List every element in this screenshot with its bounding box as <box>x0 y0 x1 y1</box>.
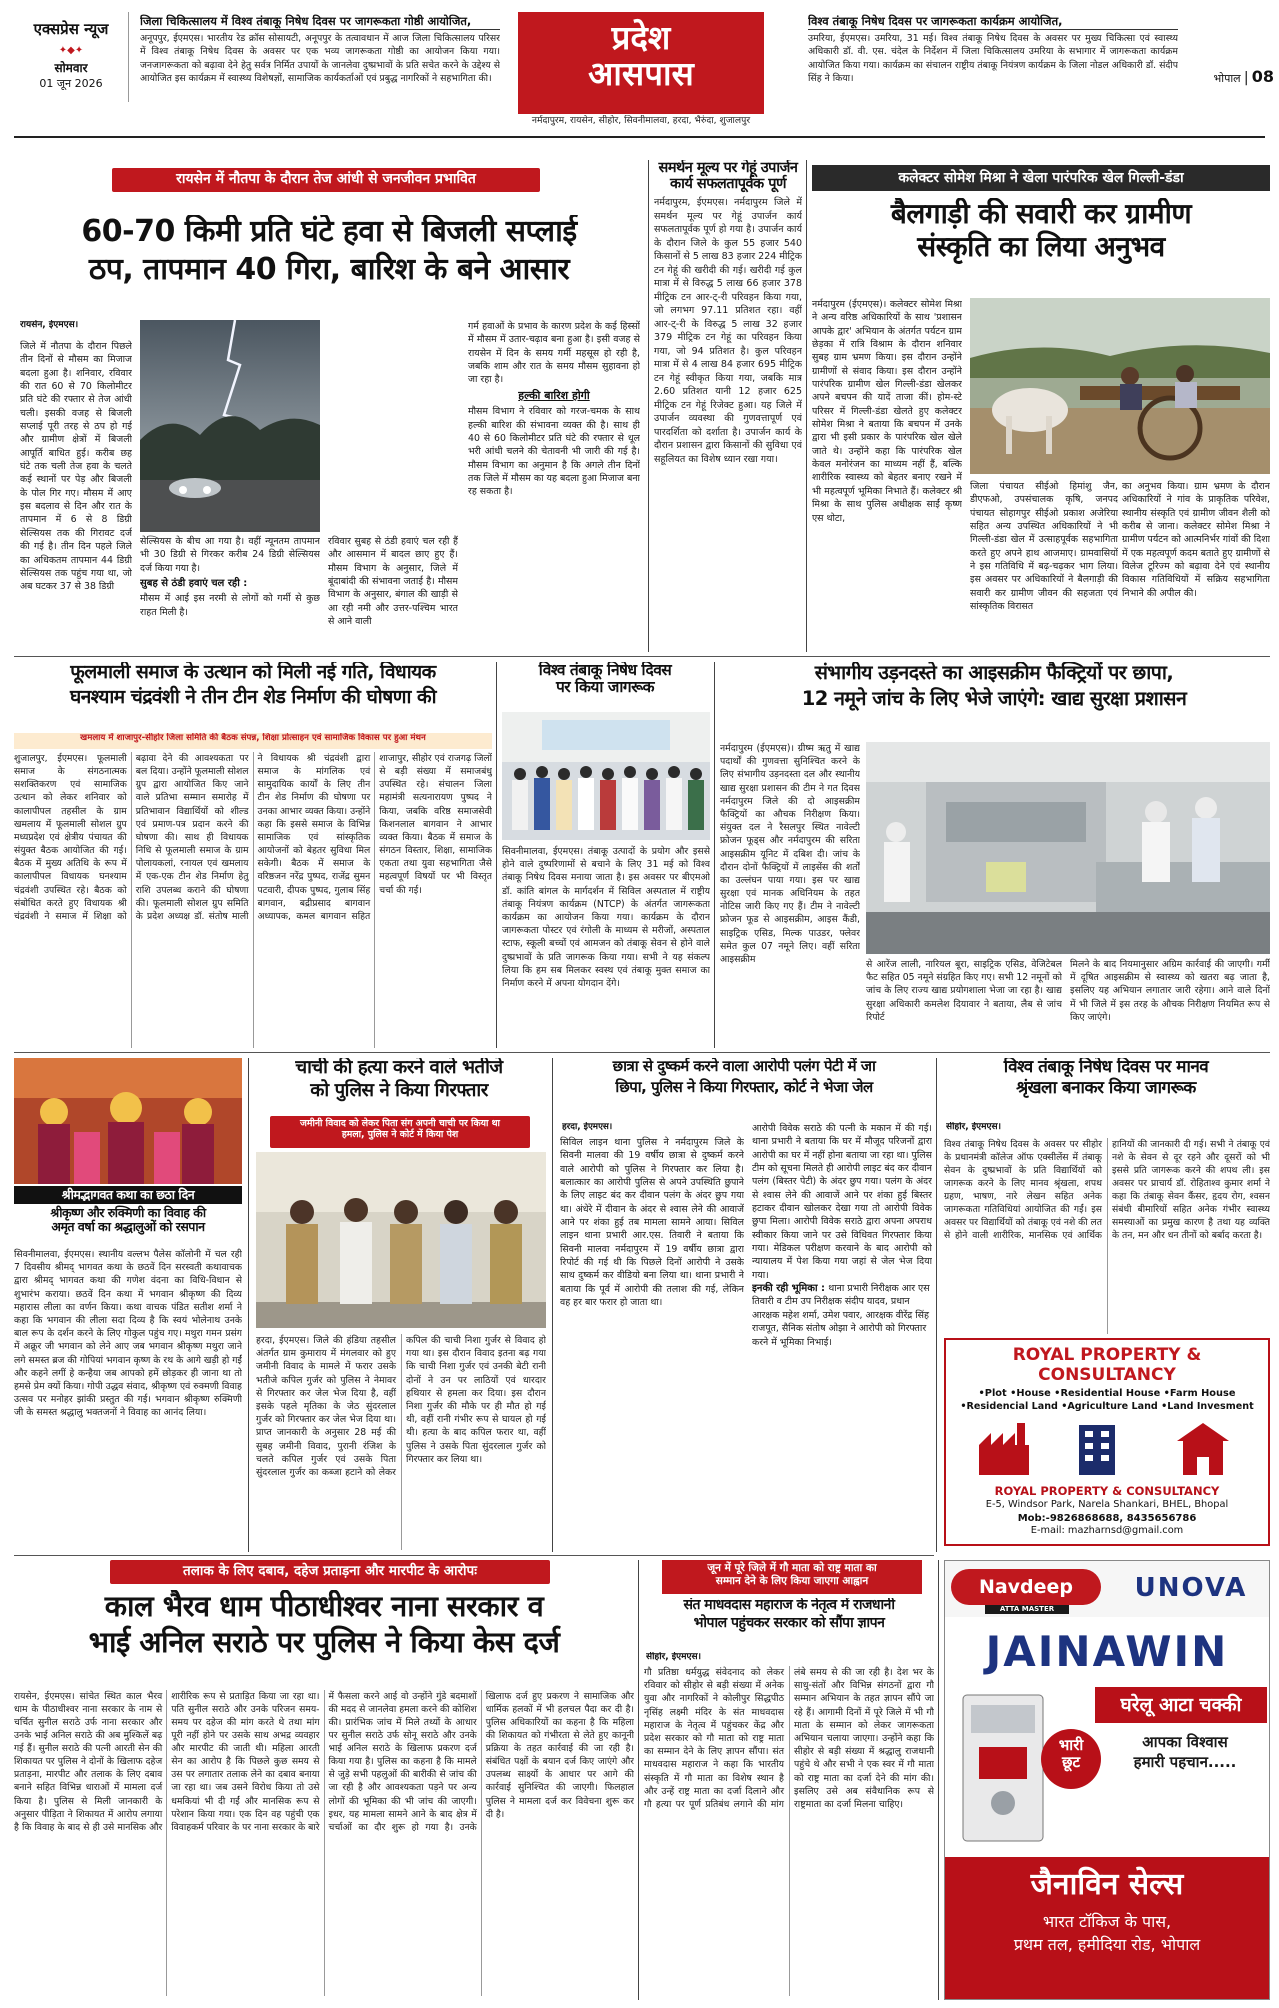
ntcp-group-photo-svg <box>502 712 710 840</box>
chachi-arrest-photo <box>256 1152 546 1328</box>
jainawin-logo: JAINAWIN <box>985 1627 1229 1676</box>
chachi-kicker-line1: जमीनी विवाद को लेकर पिता संग अपनी चाची पर किया था <box>300 1118 500 1129</box>
page-city: भोपाल <box>1213 72 1241 85</box>
chhatra-headline <box>558 1058 930 1116</box>
manav-headline-line2: श्रृंखला बनाकर किया जागरूक <box>1016 1078 1196 1099</box>
royal-ad-buildings-icon <box>951 1417 1263 1477</box>
weather-col3: रविवार सुबह से ठंडी हवाएं चल रही हैं और आसमान में बादल छाए हुए हैं। मौसम विभाग के अनुसार, जिले में बूंदाबांदी की संभावना जताई है। मौसम विभाग के अनुसार, बंगाल की खाड़ी से आ रही नमी और उत्तर-पश्चिम भारत से आने वाली <box>328 536 458 628</box>
kaalbhairav-headline <box>14 1590 634 1682</box>
wheat-story <box>654 160 802 652</box>
royal-ad-email: E-mail: mazharnsd@gmail.com <box>1030 1524 1184 1536</box>
weather-kicker-text: रायसेन में नौतपा के दौरान तेज आंधी से जनजीवन प्रभावित <box>176 171 476 187</box>
weather-col2 <box>140 535 320 645</box>
masthead-right-brief <box>808 14 1178 124</box>
kaalbhairav-headline-line2: भाई अनिल सराठे पर पुलिस ने किया केस दर्ज <box>88 1625 560 1660</box>
royal-ad-address: E-5, Windsor Park, Narela Shankari, BHEL, Bhopal <box>985 1498 1229 1510</box>
discount-badge-line2: छूट <box>1061 1752 1081 1771</box>
shop-banner <box>945 1857 1269 1999</box>
rule-phoolmali-ntcp <box>496 662 497 1048</box>
royal-ad-title: ROYAL PROPERTY & CONSULTANCY <box>1012 1345 1202 1386</box>
storm-photo-svg <box>140 320 320 532</box>
gaumata-headline-line1: संत माधवदास महाराज के नेतृत्व में राजधानी <box>683 1598 895 1613</box>
phoolmali-headline <box>14 662 492 736</box>
chachi-kicker-line2: हमला, पुलिस ने कोर्ट में किया पेश <box>341 1129 459 1141</box>
rule-row2 <box>14 1052 1270 1053</box>
icecream-headline-line1: संभागीय उड़नदस्ते का आइसक्रीम फैक्ट्रियों पर छापा, <box>814 662 1174 684</box>
page-number-box <box>1182 66 1274 90</box>
phoolmali-body: शुजालपुर, ईएमएस। फूलमाली समाज के संगठनात्मक सशक्तिकरण एवं सामाजिक उत्थान को लेकर शनिवार को कालापीपल तहसील के ग्राम खमलाय में फूलमाली सोशल ग्रुप मध्यप्रदेश एवं क्षेत्रीय पंचायत की संयुक्त बैठक आयोजित की गई। बैठक में मुख्य अतिथि के रूप में कालापीपल विधायक घनश्याम चंद्रवंशी उपस्थित रहे। बैठक को संबोधित करते हुए विधायक श्री चंद्रवंशी ने समाज में शिक्षा को बढ़ावा देने की आवश्यकता पर बल दिया। उन्होंने फूलमाली सोशल ग्रुप द्वारा आयोजित किए जाने वाले प्रतिभा सम्मान समारोह में प्रतिभावान विद्यार्थियों को शील्ड एवं प्रमाण-पत्र प्रदान करने की घोषणा की। साथ ही विधायक निधि से फूलमाली समाज के ग्राम पोलायकलां, रनायल एवं खमलाय में एक-एक टीन शेड निर्माण हेतु राशि उपलब्ध कराने की घोषणा की। फूलमाली सोशल ग्रुप समिति के प्रदेश अध्यक्ष डॉ. संतोष माली ने विधायक श्री चंद्रवंशी द्वारा समाज के मांगलिक एवं सामुदायिक कार्यों के लिए तीन टीन शेड निर्माण की घोषणा पर उनका आभार व्यक्त किया। उन्होंने कहा कि इससे समाज के विभिन्न सामाजिक एवं सांस्कृतिक आयोजनों को बेहतर सुविधा मिल सकेगी। बैठक में समाज के वरिष्ठजन नरेंद्र पुष्पद, राजेंद्र सुमन पटवारी, दीपक पुष्पद, गुलाब सिंह बागवान, बद्रीप्रसाद बागवान अध्यापक, कमल बागवान सहित शाजापुर, सीहोर एवं राजगढ़ जिलों से बड़ी संख्या में समाजबंधु उपस्थित रहे। संचालन जिला महामंत्री सत्यनारायण पुष्पद ने किया, जबकि वरिष्ठ समाजसेवी किशनलाल बागवान ने आभार व्यक्त किया। बैठक में समाज के संगठन विस्तार, शिक्षा, सामाजिक एकता तथा युवा सहभागिता जैसे महत्वपूर्ण विषयों पर भी विस्तृत चर्चा की गई। <box>14 753 492 922</box>
chhatra-col2-subhead: इनकी रही भूमिका : <box>752 1283 826 1295</box>
bullock-cart-photo <box>970 298 1270 474</box>
chachi-headline-line2: को पुलिस ने किया गिरफ्तार <box>310 1079 488 1101</box>
chachi-arrest-photo-svg <box>256 1152 546 1328</box>
flour-mill-image <box>953 1687 1053 1847</box>
chhatra-col2-text: आरोपी विवेक सराठे की पत्नी के मकान में की गई। थाना प्रभारी ने बताया कि घर में मौजूद परिजनों द्वारा आरोपी का घर में नहीं होना बताया जा रहा था। पुलिस टीम को सूचना मिलते ही आरोपी लाइट बंद कर दीवान पलंग (बिस्तर पेटी) के अंदर छुप गया। पलंग के अंदर से श्वास लेने की आवाजें आने पर शंका हुई बिस्तर हटाकर दीवान खोलकर देखा गया तो आरोपी विवेक छुपा मिला। आरोपी विवेक सराठे द्वारा अपना अपराध स्वीकार किया जाने पर उसे विधिवत गिरफ्तार किया गया। मेडिकल परीक्षण करवाने के बाद आरोपी को न्यायालय में पेश किया गया जहां से जेल भेज दिया गया। <box>752 1123 932 1281</box>
weather-headline <box>14 215 644 315</box>
discount-badge-line1: भारी <box>1058 1736 1084 1754</box>
weather-col4-text: गर्म हवाओं के प्रभाव के कारण प्रदेश के कई हिस्सों में मौसम में उतार-चढ़ाव बना हुआ है। इसी वजह से रायसेन में दिन के समय गर्मी महसूस हो रही है, जबकि शाम और रात के समय मौसम सुहावना हो जा रहा है। <box>468 321 640 386</box>
chhatra-dateline: हरदा, ईएमएस। <box>562 1122 613 1132</box>
royal-ad-name2: ROYAL PROPERTY & CONSULTANCY <box>994 1483 1220 1498</box>
rule-chachi-chhatra <box>552 1058 553 1552</box>
brand-name: एक्सप्रेस न्यूज <box>33 20 109 38</box>
weather-col1: जिले में नौतपा के दौरान पिछले तीन दिनों से मौसम का मिजाज बदला हुआ है। शनिवार, रविवार की रात 60 से 70 किलोमीटर प्रति घंटे की रफ्तार से तेज आंधी चली। इसकी वजह से बिजली सप्लाई पूरी तरह से ठप हो गई और ग्रामीण क्षेत्रों में बिजली आपूर्ति बाधित हुई। करीब छह घंटे तक चली तेज हवा के चलते कई स्थानों पर पेड़ और बिजली के पोल गिर गए। मौसम में आए इस बदलाव से दिन और रात के तापमान में 6 से 8 डिग्री सेल्सियस तक की गिरावट दर्ज की गई है। तीन दिन पहले जिले का अधिकतम तापमान 44 डिग्री सेल्सियस तक पहुंच गया था, जो अब घटकर 37 से 38 डिग्री <box>20 341 132 593</box>
discount-badge <box>1041 1729 1101 1789</box>
icecream-headline <box>718 662 1270 738</box>
chhatra-headline-line1: छात्रा से दुष्कर्म करने वाला आरोपी पलंग पेटी में जा <box>612 1058 876 1075</box>
icecream-col3: मिलने के बाद नियमानुसार अग्रिम कार्रवाई की जाएगी। गर्मी में दूषित आइसक्रीम से स्वास्थ्य को खतरा बढ़ जाता है, इसलिए यह अभियान लगातार जारी रहेगा। आने वाले दिनों में भी जिले में इस तरह के औचक निरीक्षण नियमित रूप से किए जाएंगे। <box>1070 959 1270 1023</box>
tagline-line1: आपका विश्वास <box>1142 1733 1228 1751</box>
brand-strip <box>945 1561 1269 1617</box>
weather-dateline: रायसेन, ईएमएस। <box>20 320 79 330</box>
phoolmali-headline-line1: फूलमाली समाज के उत्थान को मिली नई गति, विधायक <box>70 662 436 683</box>
chachi-headline <box>254 1058 544 1116</box>
right-brief-title: विश्व तंबाकू निषेध दिवस पर जागरूकता कार्यक्रम आयोजित, <box>808 14 1178 30</box>
kaalbhairav-kicker-text: तलाक के लिए दबाव, दहेज प्रताड़ना और मारपीट के आरोपः <box>183 1563 477 1579</box>
shop-name: जैनाविन सेल्स <box>1030 1867 1184 1902</box>
gilli-kicker-text: कलेक्टर सोमेश मिश्रा ने खेला पारंपरिक खेल गिल्ली-डंडा <box>898 170 1184 186</box>
manav-body: विश्व तंबाकू निषेध दिवस के अवसर पर सीहोर के प्रधानमंत्री कॉलेज ऑफ एक्सीलेंस में तंबाकू सेवन के दुष्प्रभावों के प्रति विद्यार्थियों को जागरूक करने के लिए मानव श्रृंखला, शपथ ग्रहण, भाषण, नारे लेखन सहित अनेक जागरूकता गतिविधियां आयोजित की गईं। इस अवसर पर विद्यार्थियों को तंबाकू एवं नशे की लत से होने वाली शारीरिक, मानसिक एवं आर्थिक हानियों की जानकारी दी गई। सभी ने तंबाकू एवं नशे के सेवन से दूर रहने और दूसरों को भी इससे प्रति जागरूक करने की शपथ ली। इस अवसर पर प्राचार्य डॉ. रोहिताश्व कुमार शर्मा ने कहा कि तंबाकू सेवन कैंसर, हृदय रोग, श्वसन संबंधी बीमारियों सहित अनेक गंभीर स्वास्थ्य समस्याओं का प्रमुख कारण है तथा यह व्यक्ति के तन, मन और धन तीनों को बर्बाद करता है। <box>944 1139 1270 1242</box>
chhatra-col2 <box>752 1122 932 1550</box>
kaalbhairav-kicker <box>110 1560 550 1584</box>
chachi-kicker <box>270 1116 530 1148</box>
weather-col4-subhead: हल्की बारिश होगी <box>518 388 590 402</box>
rule-kaal-gau <box>638 1560 639 2000</box>
chhatra-col1: सिविल लाइन थाना पुलिस ने नर्मदापुरम जिले के सिवनी मालवा की 19 वर्षीय छात्रा से दुष्कर्म करने वाले आरोपी को पुलिस ने गिरफ्तार कर लिया है। बलात्कार का आरोपी पुलिस से अपने उपस्थिति छुपाने के लिए लाइट बंद कर दीवान पलंग के अंदर छुप गया था। अंधेरे में दीवान के अंदर से श्वास लेने की आवाजें आने पर शंका हुई तब मामला सामने आया। सिविल लाइन थाना प्रभारी आर.एस. तिवारी ने बताया कि सिवनी मालवा नर्मदापुरम में 19 वर्षीय छात्रा द्वारा रिपोर्ट की गई थी कि पिछले दिनों आरोपी ने उसके साथ दुष्कर्म कर वीडियो बना लिया था। थाना प्रभारी ने बताया कि पूर्व में आरोपी की तलाश की गई, लेकिन वह हर बार फरार हो जाता था। <box>560 1137 744 1309</box>
masthead-rule <box>14 136 1265 138</box>
rule-wheat-gilli <box>806 160 807 652</box>
districts-strip <box>518 115 764 133</box>
bhagwat-body: सिवनीमालवा, ईएमएस। स्थानीय वल्लभ पैलेस कॉलोनी में चल रही 7 दिवसीय श्रीमद् भागवत कथा के छठवें दिन सरस्वती कथावाचक द्वारा श्रीमद् भागवत कथा की गणेश वंदना का विधि-विधान से शुभारंभ कराया। छठवें दिन कथा में भगवान श्रीकृष्ण की दिव्य महारास लीला का वर्णन किया। कथा वाचक पंडित सतीश शर्मा ने कहा कि भगवान की लीला सदा दिव्य है कि स्वयं भोलेनाथ उनके बाल रूप के दर्शन करने के लिए गोकुल पहुंच गए। मथुरा गमन प्रसंग में अक्रूर जी भगवान को लेने आए जब भगवान श्रीकृष्ण मथुरा जाने लगे समस्त ब्रज की गोपियां भगवान कृष्ण के रथ के आगे खड़ी हो गईं और कहने लगीं हे कन्हैया जब आपको हमें छोड़कर ही जाना था तो हमसे प्रेम क्यों किया। गोपी उद्धव संवाद, श्रीकृष्ण एवं रुक्मणी विवाह उत्सव पर मनोहर झांकी प्रस्तुत की गई। भगवान श्रीकृष्ण रुक्मिणी जी के समस्त श्रद्धालु भक्तजनों ने विवाह का आनंद लिया। <box>14 1249 242 1419</box>
rule-row3 <box>14 1555 934 1556</box>
kaalbhairav-body: रायसेन, ईएमएस। सांचेत स्थित काल भैरव धाम के पीठाधीश्वर नाना सरकार के नाम से चर्चित सुनील सराठे उर्फ नाना सरकार और उनके भाई अनिल सराठे की अब मुश्किलें बढ़ गई हैं। सुनील सराठे की पत्नी आरती सेन की शिकायत पर पुलिस ने दोनों के खिलाफ दहेज प्रताड़ना, मारपीट और तलाक के लिए दबाव बनाने सहित विभिन्न धाराओं में मामला दर्ज किया है। पुलिस से मिली जानकारी के अनुसार पीड़िता ने शिकायत में आरोप लगाया है कि विवाह के बाद से ही उसे मानसिक और शारीरिक रूप से प्रताड़ित किया जा रहा था। पति सुनील सराठे और उनके परिजन समय-समय पर दहेज की मांग करते थे तथा मांग पूरी नहीं होने पर उसके साथ अभद्र व्यवहार और मारपीट की जाती थी। महिला आरती सेन का आरोप है कि पिछले कुछ समय से उस पर लगातार तलाक लेने का दबाव बनाया जा रहा था। जब उसने विरोध किया तो उसे धमकियां भी दी गईं और मानसिक रूप से परेशान किया गया। एक दिन वह पहुंची एक विवाहकर्म परिवार के पर नाना सरकार के बारे में फैसला करने आई वो उन्होंने गुंडे बदमाशों की मदद से जानलेवा हमला करने की कोशिश की। प्रारंभिक जांच में मिले तथ्यों के आधार पर सुनील सराठे उर्फ सोनू सराठे और उनके भाई अनिल सराठे के खिलाफ प्रकरण दर्ज किया गया है। पुलिस का कहना है कि मामले से जुड़े सभी पहलुओं की बारीकी से जांच की जा रही है और आवश्यकता पड़ने पर अन्य लोगों की भूमिका की भी जांच की जाएगी। इधर, यह मामला सामने आने के बाद क्षेत्र में चर्चाओं का दौर शुरू हो गया है। उनके खिलाफ दर्ज हुए प्रकरण ने सामाजिक और धार्मिक हलकों में भी हलचल पैदा कर दी है। पुलिस अधिकारियों का कहना है कि महिला की शिकायत को गंभीरता से लेते हुए कानूनी प्रक्रिया के तहत कार्रवाई की जा रही है। संबंधित पक्षों के बयान दर्ज किए जाएंगे और उपलब्ध साक्ष्यों के आधार पर आगे की कार्रवाई सुनिश्चित की जाएगी। फिलहाल पुलिस ने मामला दर्ज कर विवेचना शुरू कर दी है। <box>14 1691 634 1833</box>
bhagwat-caption-line3: अमृत वर्षा का श्रद्धालुओं को रसपान <box>51 1219 205 1234</box>
gaumata-kicker <box>662 1560 922 1594</box>
weather-headline-line1: 60-70 किमी प्रति घंटे हवा से बिजली सप्लाई <box>81 215 577 249</box>
tagline <box>1105 1733 1265 1773</box>
kaalbhairav-headline-line1: काल भैरव धाम पीठाधीश्वर नाना सरकार व <box>104 1590 544 1623</box>
manav-headline-line1: विश्व तंबाकू निषेध दिवस पर मानव <box>1003 1058 1209 1077</box>
royal-ad-line2: •Residencial Land •Agriculture Land •Land Invesment <box>960 1400 1254 1412</box>
navdeep-name: Navdeep <box>978 1576 1074 1598</box>
manav-dateline: सीहोर, ईएमएस। <box>946 1122 1002 1132</box>
chachi-body: हरदा, ईएमएस। जिले की हंडिया तहसील अंतर्गत ग्राम कुमाराय में मंगलवार को हुए जमीनी विवाद के मामले में फरार उसके भतीजे कपिल गुर्जर को पुलिस ने नेमावर से गिरफ्तार कर जेल भेज दिया है, वहीं इसके पहले मृतिका के जेठ सुंदरलाल गुर्जर को गिरफ्तार कर जेल भेज दिया था। प्राप्त जानकारी के अनुसार 28 मई की सुबह जमीनी विवाद, पुरानी रंजिश के चलते कपिल गुर्जर एवं उसके पिता सुंदरलाल गुर्जर का कब्जा हटाने को लेकर कपिल की चाची निशा गुर्जर से विवाद हो गया था। इस दौरान विवाद इतना बढ़ गया कि चाची निशा गुर्जर एवं उनकी बेटी रानी दोनों ने उन पर लाठियों एवं धारदार हथियार से हमला कर दिया। इस दौरान निशा गुर्जर की मौके पर ही मौत हो गई थी, वहीं रानी गंभीर रूप से घायल हो गई थी। हत्या के बाद कपिल फरार था, वहीं पुलिस ने उसके पिता सुंदरलाल गुर्जर को गिरफ्तार कर लिया था। <box>256 1335 546 1478</box>
gilli-kicker <box>812 165 1270 191</box>
bhagwat-photo <box>14 1058 242 1184</box>
section-title-line2: आसपास <box>588 54 694 94</box>
weather-col2-subhead: सुबह से ठंडी हवाएं चल रही : <box>140 578 248 590</box>
phoolmali-headline-line2: घनश्याम चंद्रवंशी ने तीन टीन शेड निर्माण की घोषणा की <box>69 686 436 709</box>
royal-ad-line1: •Plot •House •Residential House •Farm House <box>978 1387 1236 1399</box>
ntcp-headline-line1: विश्व तंबाकू निषेध दिवस <box>538 662 672 679</box>
wheat-headline: समर्थन मूल्य पर गेहूं उपार्जन कार्य सफलतापूर्वक पूर्ण <box>658 160 798 193</box>
chachi-headline-line1: चाची की हत्या करने वाले भतीजे <box>295 1058 503 1078</box>
gilli-col2: जिला पंचायत सीईओ हिमांशु जैन, डीएफओ, उपसंचालक कृषि, जनपद पंचायत सोहागपुर सीईओ प्रकाश अजेरिया सहित अन्य उपस्थित अधिकारियों ने भी गिल्ली-डंडा खेल में उत्साहपूर्वक सहभागिता करते हुए अपने हाथ आजमाए। ग्रामवासियों ने इस गतिविधि में बढ़-चढ़कर भाग लिया। इस अवसर पर अधिकारियों ने बैलगाड़ी की सवारी कर ग्रामीण जीवन की सहजता एवं सांस्कृतिक विरासत <box>970 481 1118 613</box>
phoolmali-kicker <box>14 733 492 749</box>
rule-weather-wheat <box>648 160 649 652</box>
issue-date: 01 जून 2026 <box>39 76 103 90</box>
weather-headline-line2: ठप, तापमान 40 गिरा, बारिश के बने आसार <box>88 251 570 287</box>
icecream-factory-photo <box>866 742 1270 954</box>
shop-addr-line1: भारत टॉकिज के पास, <box>1042 1912 1172 1931</box>
left-brief-body: अनूपपुर, ईएमएस। भारतीय रेड क्रॉस सोसायटी, अनूपपुर के तत्वावधान में आज जिला चिकित्सालय परिसर में विश्व तंबाकू निषेध दिवस के अवसर पर एक भव्य जागरूकता गोष्ठी का आयोजन किया गया। जनजागरूकता को बढ़ावा देने हेतु सर्वत्र निर्मित उपायों के जानलेवा दुष्प्रभावों के प्रति सचेत करने के उद्देश्य से आयोजित इस कार्यक्रम में स्वास्थ्य विशेषज्ञों, सामाजिक कार्यकर्ताओं एवं प्रबुद्ध नागरिकों ने सहभागिता की। <box>140 33 500 84</box>
tagline-line2: हमारी पहचान..... <box>1133 1752 1237 1771</box>
left-brief-title: जिला चिकित्सालय में विश्व तंबाकू निषेध दिवस पर जागरूकता गोष्ठी आयोजित, <box>140 14 500 30</box>
weather-col4-rest: मौसम विभाग ने रविवार को गरज-चमक के साथ हल्की बारिश की संभावना व्यक्त की है। साथ ही 40 से 60 किलोमीटर प्रति घंटे की रफ्तार से धूल भरी आंधी चलने की चेतावनी भी जारी की गई है। मौसम विभाग का अनुमान है कि अगले तीन दिनों तक जिले में मौसम का यह बदला हुआ मिजाज बना रह सकता है। <box>468 406 640 498</box>
rule-chhatra-manav <box>936 1058 937 1552</box>
ntcp-group-photo <box>502 712 710 840</box>
navdeep-tag: ATTA MASTER <box>985 1605 1069 1614</box>
icecream-headline-line2: 12 नमूने जांच के लिए भेजे जाएंगे: खाद्य सुरक्षा प्रशासन <box>801 686 1187 710</box>
weather-kicker <box>112 168 540 192</box>
rule-row1 <box>14 656 1270 657</box>
issue-day: सोमवार <box>54 60 88 75</box>
gaumata-kicker-line2: सम्मान देने के लिए किया जाएगा आह्वान <box>715 1574 869 1587</box>
rule-bhagwat-chachi <box>248 1058 249 1552</box>
bhagwat-caption-line1: श्रीमद्भागवत कथा का छठा दिन <box>14 1186 242 1204</box>
gaumata-headline <box>644 1598 934 1648</box>
gilli-col3: का अनुभव किया। ग्राम भ्रमण के दौरान अधिकारियों ने गांव के प्राकृतिक परिवेश, स्थानीय संस्कृति एवं ग्रामीण जीवन शैली को करीब से जाना। कलेक्टर सोमेश मिश्रा ने ग्रामीण पर्यटन को आत्मनिर्भर गांवों की दिशा में एक महत्वपूर्ण कदम बताते हुए ग्रामीणों से विलेज टूरिज्म को बढ़ावा देने एवं स्थानीय विकास गतिविधियों में सक्रिय सहभागिता निभाने की अपील की। <box>1122 481 1270 599</box>
page-number: 08 <box>1251 67 1274 86</box>
icecream-factory-photo-svg <box>866 742 1270 954</box>
gaumata-kicker-line1: जून में पूरे जिले में गौ माता को राष्ट्र माता का <box>707 1562 877 1574</box>
ntcp-headline <box>500 662 710 712</box>
product-banner <box>1095 1687 1267 1723</box>
bhagwat-caption <box>14 1186 242 1244</box>
unova-logo: UNOVA <box>1134 1573 1248 1603</box>
section-title-line1: प्रदेश <box>611 18 671 57</box>
shop-addr-line2: प्रथम तल, हमीदिया रोड, भोपाल <box>1013 1935 1201 1955</box>
icecream-col1: नर्मदापुरम (ईएमएस)। ग्रीष्म ऋतु में खाद्य पदार्थों की गुणवत्ता सुनिश्चित करने के लिए संभागीय उड़नदस्ता दल और स्थानीय खाद्य सुरक्षा प्रशासन की टीम ने गत दिवस नर्मदापुरम जिले की दो आइसक्रीम फैक्ट्रियों का औचक निरीक्षण किया। संयुक्त दल ने रैसलपुर स्थित नावेल्टी फ्रोजन फूड्स और नर्मदापुरम की सरिता आइसक्रीम यूनिट में दबिश दी। जांच के दौरान दोनों फैक्ट्रियों में लाइसेंस की शर्तों का उल्लंघन पाया गया। इस पर खाद्य सुरक्षा एवं मानक अधिनियम के तहत नोटिस जारी किए गए हैं। टीम ने नावेल्टी फ्रोजन फूड से आइसक्रीम, आइस कैंडी, साइट्रिक एसिड, मिल्क पाउडर, फ्लेवर समेत कुल 07 नमूने लिए। वहीं सरिता आइसक्रीम <box>720 743 860 965</box>
navdeep-logo <box>951 1569 1101 1605</box>
gilli-headline <box>812 198 1270 288</box>
ntcp-body: सिवनीमालवा, ईएमएस। तंबाकू उत्पादों के प्रयोग और इससे होने वाले दुष्परिणामों से बचाने के लिए 31 मई को विश्व तंबाकू निषेध दिवस मनाया जाता है। इस अवसर पर बीएमओ डॉ. कांति बांगल के मार्गदर्शन में सिविल अस्पताल में राष्ट्रीय तंबाकू नियंत्रण कार्यक्रम (NTCP) के अंतर्गत जागरूकता कार्यक्रम का आयोजन किया गया। कार्यक्रम के दौरान जागरूकता पोस्टर एवं रंगोली के माध्यम से मरीजों, अस्पताल स्टाफ, स्कूली बच्चों एवं आमजन को तंबाकू सेवन से होने वाले दुष्प्रभावों के प्रति जागरूक किया गया। सभी ने यह संकल्प लिया कि हम सब मिलकर स्वस्थ एवं तंबाकू मुक्त समाज का निर्माण करने में अपना योगदान देंगे। <box>502 846 710 989</box>
phoolmali-kicker-text: खमलाय में शाजापुर-सीहोर जिला समिति की बैठक संपन्न, शिक्षा प्रोत्साहन एवं सामाजिक विकास पर हुआ मंथन <box>80 733 426 743</box>
rule-gau-ad <box>938 1560 939 2000</box>
royal-property-ad[interactable] <box>944 1338 1270 1546</box>
gilli-headline-line1: बैलगाड़ी की सवारी कर ग्रामीण <box>890 198 1192 230</box>
gilli-headline-line2: संस्कृति का लिया अनुभव <box>917 230 1165 264</box>
bullock-cart-photo-svg <box>970 298 1270 474</box>
rule-ntcp-icecream <box>714 662 715 1048</box>
gaumata-body: गौ प्रतिष्ठा धर्मयुद्ध संवेदनाद को लेकर रविवार को सीहोर से बड़ी संख्या में अनेक युवा और नागरिकों ने कोलीपुर सिद्धपीठ नृसिंह लक्ष्मी मंदिर के संत माधवदास महाराज के नेतृत्व में पहुंचकर केंद्र और प्रदेश सरकार को गौ माता को राष्ट्र माता का सम्मान देने के लिए ज्ञापन सौंपा। संत माधवदास महाराज ने कहा कि भारतीय संस्कृति में गौ माता का विशेष स्थान है और उन्हें राष्ट्र माता का दर्जा दिलाने और गौ हत्या पर पूर्ण प्रतिबंध लगाने की मांग लंबे समय से की जा रही है। देश भर के साधु-संतों और विभिन्न संगठनों द्वारा गौ सम्मान अभियान के तहत ज्ञापन सौंपे जा रहे हैं। आगामी दिनों में पूरे जिले में भी गौ माता के सम्मान को लेकर जागरूकता अभियान चलाया जाएगा। उन्होंने कहा कि सीहोर से बड़ी संख्या में श्रद्धालु राजधानी पहुंचे थे और सभी ने एक स्वर में गौ माता को राष्ट्र माता का दर्जा देने की मांग की। इसलिए उसे अब संवैधानिक रूप से राष्ट्रमाता का दर्जा मिलना चाहिए। <box>644 1667 934 1810</box>
manav-headline <box>942 1058 1270 1116</box>
storm-photo <box>140 320 320 532</box>
ntcp-headline-line2: पर किया जागरूक <box>555 678 655 697</box>
weather-col4 <box>468 320 640 650</box>
districts-list: नर्मदापुरम, रायसेन, सीहोर, सिवनीमालवा, हरदा, भैरुंदा, शुजालपुर <box>531 115 751 126</box>
gaumata-headline-line2: भोपाल पहुंचकर सरकार को सौंपा ज्ञापन <box>693 1614 885 1631</box>
weather-col2-rest: मौसम में आई इस नरमी से लोगों को गर्मी से कुछ राहत मिली है। <box>140 593 320 618</box>
gilli-col1: नर्मदापुरम (ईएमएस)। कलेक्टर सोमेश मिश्रा ने अन्य वरिष्ठ अधिकारियों के साथ 'प्रशासन आपके द्वार' अभियान के अंतर्गत पर्यटन ग्राम छेड़का में रात्रि विश्राम के दौरान शनिवार सुबह ग्राम भ्रमण किया। इस दौरान उन्होंने ग्रामीणों से संवाद किया। इस दौरान उन्होंने पारंपरिक ग्रामीण खेल गिल्ली-डंडा खेलकर अपने बचपन की यादें ताजा कीं। होम-स्टे परिसर में गिल्ली-डंडा खेलते हुए कलेक्टर सोमेश मिश्रा ने बताया कि बचपन में उनके द्वारा भी इसी प्रकार के पारंपरिक खेल खेले जाते थे। उन्होंने कहा कि पारंपरिक खेल केवल मनोरंजन का माध्यम नहीं हैं, बल्कि शारीरिक स्वास्थ्य को बेहतर बनाए रखने में भी महत्वपूर्ण भूमिका निभाते हैं। कलेक्टर श्री मिश्रा के साथ पुलिस अधीक्षक साईं कृष्ण एस थोटा, <box>812 299 962 524</box>
gaumata-dateline: सीहोर, ईएमएस। <box>646 1652 702 1662</box>
masthead-brand-box <box>14 12 129 102</box>
brand-ornament: ✦◆✦ <box>58 44 84 56</box>
bhagwat-photo-svg <box>14 1058 242 1184</box>
icecream-col2: से आरेंज लाली, नारियल बूरा, साइट्रिक एसिड, वेजिटेबल फैट सहित 05 नमूने संग्रहित किए गए। सभी 12 नमूनों को जांच के लिए राज्य खाद्य प्रयोगशाला भेजा जा रहा है। खाद्य सुरक्षा अधिकारी कमलेश दियावार ने बताया, लैब से जांच रिपोर्ट <box>866 959 1062 1023</box>
jainawin-ad[interactable] <box>944 1560 1270 2000</box>
right-brief-body: उमरिया, ईएमएस। उमरिया, 31 मई। विश्व तंबाकू निषेध दिवस के अवसर पर मुख्य चिकित्सा एवं स्वास्थ्य अधिकारी डॉ. वी. एस. चंदेल के निर्देशन में जिला चिकित्सालय उमरिया के सभागार में जागरूकता कार्यक्रम आयोजित किया गया। कार्यक्रम का संचालन राष्ट्रीय तंबाकू नियंत्रण कार्यक्रम के जिला नोडल अधिकारी डॉ. संदीप सिंह ने किया। <box>808 33 1178 84</box>
wheat-body: नर्मदापुरम, ईएमएस। नर्मदापुरम जिले में समर्थन मूल्य पर गेहूं उपार्जन कार्य सफलतापूर्वक पूर्ण हो गया है। उपार्जन कार्य के दौरान जिले के कुल 55 हजार 540 किसानों से 5 लाख 83 हजार 224 मीट्रिक टन गेहूं की खरीदी की गई। खरीदी गई कुल मात्रा में से विरुद्ध 5 लाख 66 हजार 378 मीट्रिक टन आर-ट्-री परिवहन किया गया, जो लगभग 97.11 प्रतिशत रहा। वहीं आर-ट्-री के विरुद्ध 5 लाख 32 हजार 379 मीट्रिक टन गेहूं का परिवहन किया गया, जो 94 प्रतिशत है। कुल परिवहन मात्रा में से 4 लाख 84 हजार 695 मीट्रिक टन गेहूं स्वीकृत किया गया, जबकि मात्र 2.60 प्रतिशत यानी 12 हजार 625 मीट्रिक टन गेहूं रिजेक्ट हुआ। यह जिले में उपार्जन व्यवस्था की गुणवत्तापूर्ण एवं पारदर्शिता को दर्शाता है। उपार्जन कार्य के दौरान प्रशासन द्वारा किसानों की सुविधा एवं सहूलियत का विशेष ध्यान रखा गया। <box>654 197 802 465</box>
page-divider: | <box>1243 70 1249 86</box>
weather-col2-text: सेल्सियस के बीच आ गया है। वहीं न्यूनतम तापमान भी 30 डिग्री से गिरकर करीब 24 डिग्री सेल्सियस दर्ज किया गया है। <box>140 536 320 574</box>
chhatra-col2-rest: थाना प्रभारी निरीक्षक आर एस तिवारी व टीम उप निरीक्षक संदीप यादव, प्रधान आरक्षक महेश शर्मा, उमेश पवार, आरक्षक वीरेंद्र सिंह राजपूत, सैनिक संतोष ओझा ने आरोपी को गिरफ्तार करने में भूमिका निभाई। <box>752 1283 930 1348</box>
royal-ad-mobile: Mob:-9826868688, 8435656786 <box>1017 1512 1197 1524</box>
product-name: घरेलू आटा चक्की <box>1120 1694 1242 1716</box>
bhagwat-caption-line2: श्रीकृष्ण और रुक्मिणी का विवाह की <box>50 1205 206 1220</box>
masthead-left-brief <box>140 14 500 124</box>
chhatra-headline-line2: छिपा, पुलिस ने किया गिरफ्तार, कोर्ट ने भेजा जेल <box>615 1077 873 1096</box>
section-title-box <box>518 12 764 114</box>
